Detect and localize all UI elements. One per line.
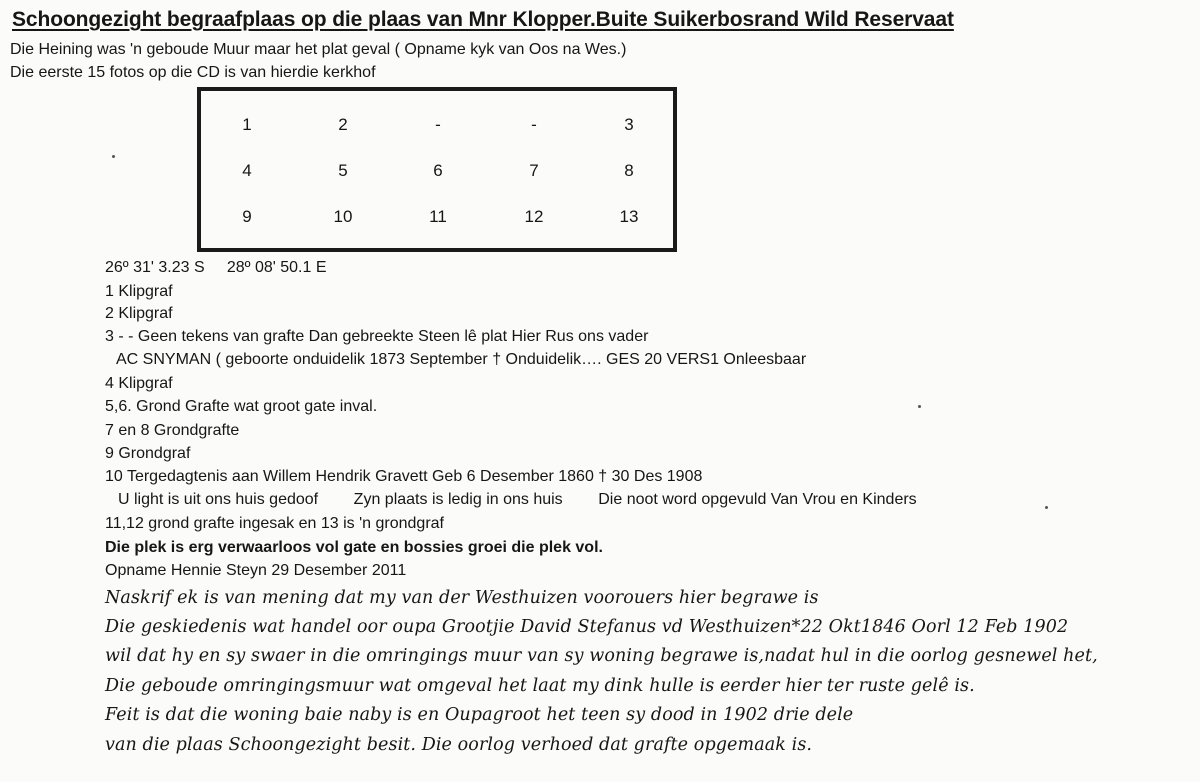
condition-note: Die plek is erg verwaarloos vol gate en bossies groei die plek vol. [105, 539, 603, 556]
grave-cell: 7 [529, 161, 539, 180]
grave-cell: 13 [619, 207, 639, 226]
grave-entry: 10 Tergedagtenis aan Willem Hendrik Gravett Geb 6 Desember 1860 † 30 Des 1908 [105, 468, 703, 485]
intro-line-1: Die Heining was 'n geboude Muur maar het plat geval ( Opname kyk van Oos na Wes.) [10, 41, 627, 58]
survey-credit: Opname Hennie Steyn 29 Desember 2011 [105, 562, 407, 579]
page-title: Schoongezight begraafplaas op die plaas van Mnr Klopper.Buite Suikerbosrand Wild Reservaat [12, 8, 954, 31]
grave-cell: 4 [242, 161, 252, 180]
grave-entry: 3 - - Geen tekens van grafte Dan gebreekte Steen lê plat Hier Rus ons vader [105, 328, 649, 345]
postscript-line: Naskrif ek is van mening dat my van der Westhuizen voorouers hier begrawe is [105, 588, 819, 608]
grave-entry: 9 Grondgraf [105, 445, 191, 462]
grave-entry: 2 Klipgraf [105, 305, 173, 322]
scan-speck [918, 405, 921, 408]
grave-entry: 1 Klipgraf [105, 283, 173, 300]
grave-cell: 6 [433, 161, 443, 180]
grave-entry: 5,6. Grond Grafte wat groot gate inval. [105, 398, 378, 415]
grave-cell: 5 [338, 161, 348, 180]
grave-entry: 7 en 8 Grondgrafte [105, 422, 240, 439]
scan-speck [112, 155, 115, 158]
intro-line-2: Die eerste 15 fotos op die CD is van hierdie kerkhof [10, 64, 376, 81]
grave-cell: 11 [429, 207, 447, 226]
postscript-line: Die geskiedenis wat handel oor oupa Grootjie David Stefanus vd Westhuizen*22 Okt1846 Oorl 12 Feb 1902 [105, 617, 1069, 637]
grave-cell: 3 [624, 115, 634, 134]
grave-cell: 9 [242, 207, 252, 226]
grave-entry-inscription: U light is uit ons huis gedoof Zyn plaats is ledig in ons huis Die noot word opgevuld Van Vrou en Kinders [118, 491, 917, 508]
grave-cell: - [435, 115, 441, 134]
grave-entry: 4 Klipgraf [105, 375, 173, 392]
grave-cell: 8 [624, 161, 634, 180]
grave-entry-inscription: AC SNYMAN ( geboorte onduidelik 1873 September † Onduidelik…. GES 20 VERS1 Onleesbaar [116, 351, 807, 368]
grave-entry: 11,12 grond grafte ingesak en 13 is 'n grondgraf [105, 515, 444, 532]
postscript-line: Die geboude omringingsmuur wat omgeval het laat my dink hulle is eerder hier ter ruste gelê is. [105, 676, 975, 696]
grave-layout-grid [197, 87, 677, 252]
postscript-line: van die plaas Schoongezight besit. Die oorlog verhoed dat grafte opgemaak is. [105, 735, 813, 755]
postscript-line: wil dat hy en sy swaer in die omringings muur van sy woning begrawe is,nadat hul in die oorlog gesnewel het, [105, 646, 1098, 666]
grave-cell: - [531, 115, 537, 134]
scan-speck [1045, 506, 1048, 509]
gps-coordinates: 26º 31' 3.23 S 28º 08' 50.1 E [105, 259, 327, 276]
grave-cell: 10 [333, 207, 353, 226]
grave-cell: 12 [524, 207, 544, 226]
grave-cell: 2 [338, 115, 348, 134]
grave-cell: 1 [242, 115, 252, 134]
postscript-line: Feit is dat die woning baie naby is en Oupagroot het teen sy dood in 1902 drie dele [105, 705, 854, 725]
